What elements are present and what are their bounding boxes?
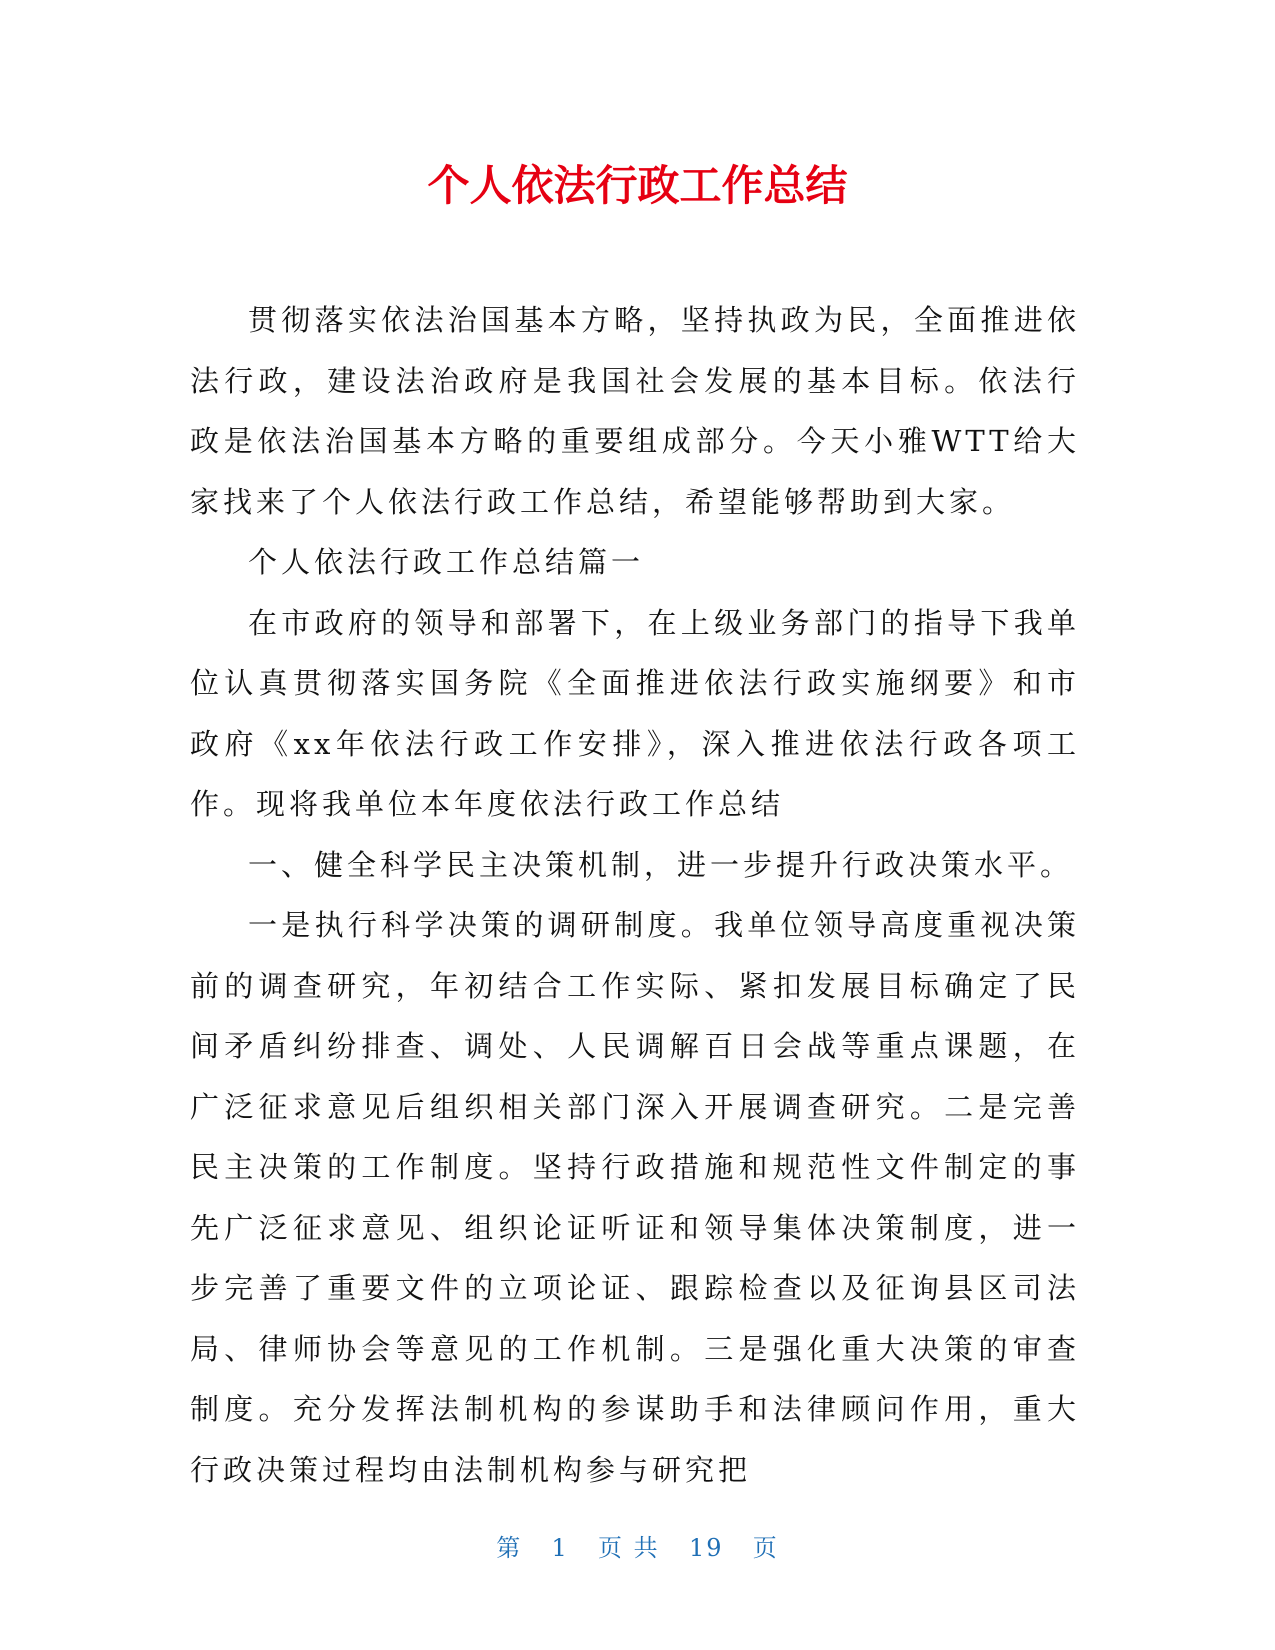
footer-middle: 页 共 — [598, 1534, 660, 1562]
document-body — [190, 290, 1080, 1500]
subsection-heading: 一、健全科学民主决策机制，进一步提升行政决策水平。 — [248, 847, 1074, 882]
total-pages-number: 19 — [688, 1534, 724, 1562]
document-title: 个人依法行政工作总结 — [427, 161, 848, 210]
body-paragraph: 在市政府的领导和部署下，在上级业务部门的指导下我单位认真贯彻落实国务院《全面推进依法行政实施纲要》和市政府《xx年依法行政工作安排》，深入推进依法行政各项工作。现将我单位本年度依法行政工作总结 — [190, 605, 1080, 821]
current-page-number: 1 — [551, 1534, 569, 1562]
page-footer — [0, 1533, 1275, 1563]
body-paragraph: 一是执行科学决策的调研制度。我单位领导高度重视决策前的调查研究，年初结合工作实际、紧扣发展目标确定了民间矛盾纠纷排查、调处、人民调解百日会战等重点课题，在广泛征求意见后组织相关部门深入开展调查研究。二是完善民主决策的工作制度。坚持行政措施和规范性文件制定的事先广泛征求意见、组织论证听证和领导集体决策制度，进一步完善了重要文件的立项论证、跟踪检查以及征询县区司法局、律师协会等意见的工作机制。三是强化重大决策的审查制度。充分发挥法制机构的参谋助手和法律顾问作用，重大行政决策过程均由法制机构参与研究把 — [190, 908, 1080, 1487]
footer-prefix: 第 — [496, 1534, 523, 1562]
section-heading: 个人依法行政工作总结篇一 — [248, 545, 645, 579]
intro-paragraph: 贯彻落实依法治国基本方略，坚持执政为民，全面推进依法行政，建设法治政府是我国社会发展的基本目标。依法行政是依法治国基本方略的重要组成部分。今天小雅WTT给大家找来了个人依法行政工作总结，希望能够帮助到大家。 — [190, 303, 1080, 519]
footer-suffix: 页 — [752, 1534, 779, 1562]
